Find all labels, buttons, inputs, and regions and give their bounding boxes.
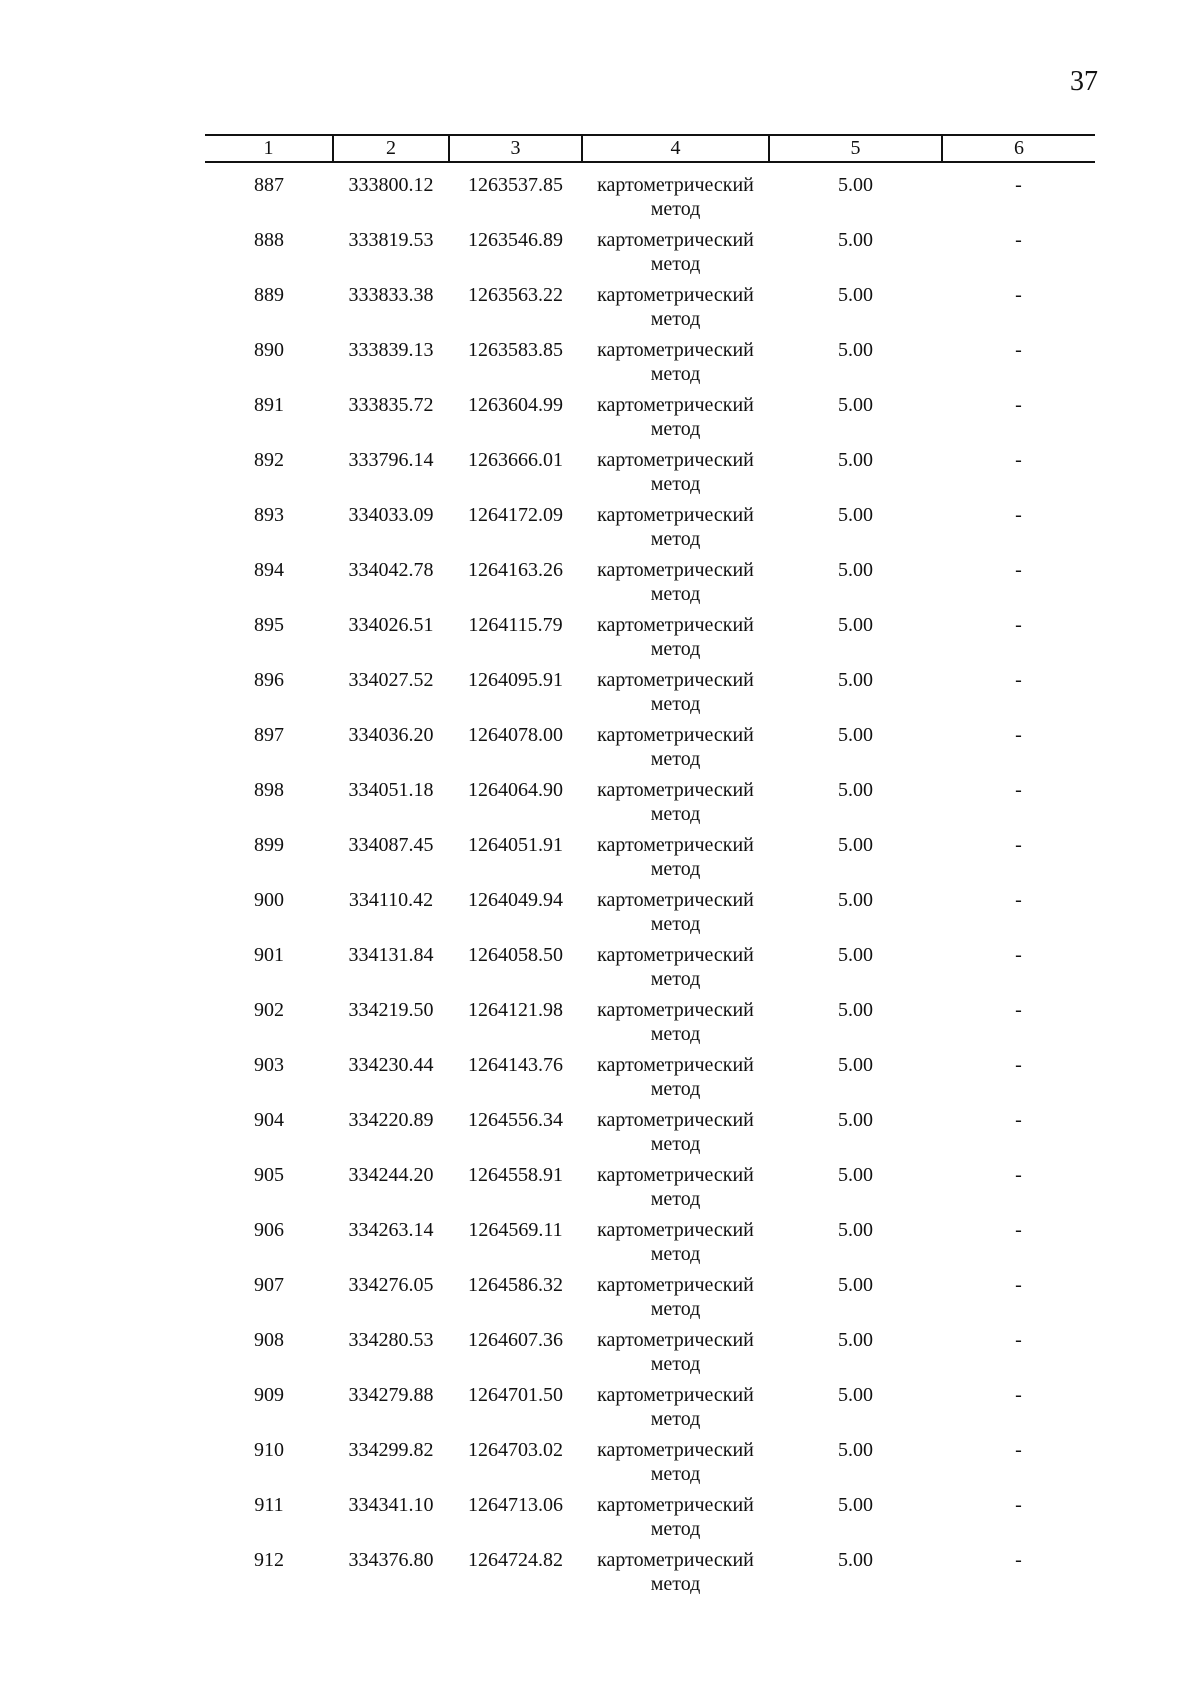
accuracy-cell: 5.00: [838, 229, 873, 251]
x-coordinate-cell: 334051.18: [348, 779, 434, 801]
note-cell: -: [1015, 1274, 1022, 1296]
x-coordinate-cell: 334280.53: [348, 1329, 434, 1351]
point-number-cell: 909: [254, 1384, 284, 1406]
method-line-2: метод: [650, 1133, 701, 1155]
point-number-cell: 906: [254, 1219, 284, 1241]
method-line-1: картометрический: [597, 724, 754, 746]
method-cell: [582, 503, 769, 558]
method-line-1: картометрический: [597, 1384, 754, 1406]
table-header: [205, 135, 1095, 162]
table-row: [205, 1218, 1095, 1273]
note-cell: -: [1015, 1549, 1022, 1571]
table-row: [205, 1438, 1095, 1493]
method-line-2: метод: [650, 858, 701, 880]
point-number-cell: 899: [254, 834, 284, 856]
method-line-1: картометрический: [597, 669, 754, 691]
method-cell: [582, 723, 769, 778]
method-line-2: метод: [650, 913, 701, 935]
table-row: [205, 723, 1095, 778]
x-coordinate-cell: 334299.82: [348, 1439, 434, 1461]
table-row: [205, 833, 1095, 888]
accuracy-cell: 5.00: [838, 339, 873, 361]
table-body: [205, 162, 1095, 1603]
accuracy-cell: 5.00: [838, 1219, 873, 1241]
note-cell: -: [1015, 834, 1022, 856]
method-cell: [582, 778, 769, 833]
x-coordinate-cell: 333835.72: [348, 394, 434, 416]
accuracy-cell: 5.00: [838, 174, 873, 196]
method-line-2: метод: [650, 748, 701, 770]
method-line-2: метод: [650, 1078, 701, 1100]
point-number-cell: 893: [254, 504, 284, 526]
point-number-cell: 891: [254, 394, 284, 416]
y-coordinate-cell: 1264143.76: [468, 1054, 563, 1076]
method-cell: [582, 1053, 769, 1108]
accuracy-cell: 5.00: [838, 559, 873, 581]
method-cell: [582, 1273, 769, 1328]
coordinates-table: [205, 134, 1095, 1603]
table-row: [205, 283, 1095, 338]
table-row: [205, 1548, 1095, 1603]
method-line-1: картометрический: [597, 339, 754, 361]
note-cell: -: [1015, 559, 1022, 581]
method-line-1: картометрический: [597, 449, 754, 471]
method-line-2: метод: [650, 1408, 701, 1430]
table-row: [205, 1108, 1095, 1163]
table-row: [205, 1273, 1095, 1328]
method-line-1: картометрический: [597, 779, 754, 801]
x-coordinate-cell: 333833.38: [348, 284, 434, 306]
header-col-4: 4: [582, 135, 769, 162]
table-row: [205, 1493, 1095, 1548]
accuracy-cell: 5.00: [838, 1274, 873, 1296]
y-coordinate-cell: 1263546.89: [468, 229, 563, 251]
y-coordinate-cell: 1264713.06: [468, 1494, 563, 1516]
y-coordinate-cell: 1263604.99: [468, 394, 563, 416]
accuracy-cell: 5.00: [838, 504, 873, 526]
header-col-1: 1: [205, 135, 333, 162]
x-coordinate-cell: 334131.84: [348, 944, 434, 966]
y-coordinate-cell: 1264064.90: [468, 779, 563, 801]
y-coordinate-cell: 1264701.50: [468, 1384, 563, 1406]
point-number-cell: 900: [254, 889, 284, 911]
accuracy-cell: 5.00: [838, 1109, 873, 1131]
accuracy-cell: 5.00: [838, 1439, 873, 1461]
x-coordinate-cell: 334276.05: [348, 1274, 434, 1296]
method-cell: [582, 1438, 769, 1493]
note-cell: -: [1015, 1329, 1022, 1351]
coordinates-table-wrapper: [205, 134, 1095, 1603]
method-line-1: картометрический: [597, 614, 754, 636]
note-cell: -: [1015, 1164, 1022, 1186]
table-row: [205, 1328, 1095, 1383]
method-line-1: картометрический: [597, 229, 754, 251]
accuracy-cell: 5.00: [838, 1329, 873, 1351]
x-coordinate-cell: 334087.45: [348, 834, 434, 856]
note-cell: -: [1015, 779, 1022, 801]
y-coordinate-cell: 1264163.26: [468, 559, 563, 581]
point-number-cell: 904: [254, 1109, 284, 1131]
method-line-2: метод: [650, 1463, 701, 1485]
note-cell: -: [1015, 1054, 1022, 1076]
method-line-2: метод: [650, 528, 701, 550]
method-cell: [582, 613, 769, 668]
y-coordinate-cell: 1264558.91: [468, 1164, 563, 1186]
table-row: [205, 338, 1095, 393]
point-number-cell: 888: [254, 229, 284, 251]
table-row: [205, 943, 1095, 998]
y-coordinate-cell: 1264607.36: [468, 1329, 563, 1351]
method-cell: [582, 1108, 769, 1163]
point-number-cell: 898: [254, 779, 284, 801]
method-line-2: метод: [650, 1243, 701, 1265]
accuracy-cell: 5.00: [838, 1384, 873, 1406]
point-number-cell: 911: [254, 1494, 284, 1516]
method-line-2: метод: [650, 1353, 701, 1375]
header-col-5: 5: [769, 135, 942, 162]
method-line-1: картометрический: [597, 944, 754, 966]
note-cell: -: [1015, 1109, 1022, 1131]
accuracy-cell: 5.00: [838, 834, 873, 856]
table-row: [205, 778, 1095, 833]
method-line-2: метод: [650, 473, 701, 495]
accuracy-cell: 5.00: [838, 284, 873, 306]
x-coordinate-cell: 334263.14: [348, 1219, 434, 1241]
point-number-cell: 890: [254, 339, 284, 361]
note-cell: -: [1015, 1494, 1022, 1516]
y-coordinate-cell: 1264556.34: [468, 1109, 563, 1131]
method-line-1: картометрический: [597, 1329, 754, 1351]
accuracy-cell: 5.00: [838, 779, 873, 801]
table-row: [205, 998, 1095, 1053]
point-number-cell: 892: [254, 449, 284, 471]
method-line-1: картометрический: [597, 1109, 754, 1131]
method-line-2: метод: [650, 803, 701, 825]
method-line-1: картометрический: [597, 394, 754, 416]
method-cell: [582, 228, 769, 283]
method-line-2: метод: [650, 583, 701, 605]
method-cell: [582, 668, 769, 723]
y-coordinate-cell: 1264095.91: [468, 669, 563, 691]
x-coordinate-cell: 334244.20: [348, 1164, 434, 1186]
y-coordinate-cell: 1264049.94: [468, 889, 563, 911]
note-cell: -: [1015, 724, 1022, 746]
table-row: [205, 448, 1095, 503]
x-coordinate-cell: 334220.89: [348, 1109, 434, 1131]
x-coordinate-cell: 334230.44: [348, 1054, 434, 1076]
method-line-1: картометрический: [597, 1494, 754, 1516]
method-line-2: метод: [650, 363, 701, 385]
header-col-6: 6: [942, 135, 1095, 162]
note-cell: -: [1015, 394, 1022, 416]
accuracy-cell: 5.00: [838, 999, 873, 1021]
note-cell: -: [1015, 1384, 1022, 1406]
accuracy-cell: 5.00: [838, 614, 873, 636]
method-cell: [582, 888, 769, 943]
table-row: [205, 503, 1095, 558]
method-cell: [582, 1493, 769, 1548]
header-row: [205, 135, 1095, 162]
point-number-cell: 907: [254, 1274, 284, 1296]
point-number-cell: 896: [254, 669, 284, 691]
method-line-1: картометрический: [597, 834, 754, 856]
note-cell: -: [1015, 449, 1022, 471]
method-line-2: метод: [650, 1518, 701, 1540]
accuracy-cell: 5.00: [838, 1549, 873, 1571]
method-cell: [582, 1163, 769, 1218]
method-cell: [582, 338, 769, 393]
method-line-1: картометрический: [597, 559, 754, 581]
method-line-1: картометрический: [597, 284, 754, 306]
point-number-cell: 894: [254, 559, 284, 581]
accuracy-cell: 5.00: [838, 394, 873, 416]
method-cell: [582, 162, 769, 228]
header-col-2: 2: [333, 135, 449, 162]
method-line-2: метод: [650, 308, 701, 330]
point-number-cell: 902: [254, 999, 284, 1021]
note-cell: -: [1015, 614, 1022, 636]
x-coordinate-cell: 334341.10: [348, 1494, 434, 1516]
note-cell: -: [1015, 284, 1022, 306]
method-line-1: картометрический: [597, 889, 754, 911]
x-coordinate-cell: 333796.14: [348, 449, 434, 471]
y-coordinate-cell: 1263666.01: [468, 449, 563, 471]
note-cell: -: [1015, 944, 1022, 966]
method-line-1: картометрический: [597, 1164, 754, 1186]
point-number-cell: 912: [254, 1549, 284, 1571]
method-line-1: картометрический: [597, 174, 754, 196]
accuracy-cell: 5.00: [838, 1164, 873, 1186]
x-coordinate-cell: 333800.12: [348, 174, 434, 196]
page-number: 37: [1070, 66, 1098, 97]
x-coordinate-cell: 334033.09: [348, 504, 434, 526]
x-coordinate-cell: 333839.13: [348, 339, 434, 361]
accuracy-cell: 5.00: [838, 449, 873, 471]
method-cell: [582, 558, 769, 613]
method-line-2: метод: [650, 253, 701, 275]
method-line-2: метод: [650, 1573, 701, 1595]
point-number-cell: 910: [254, 1439, 284, 1461]
x-coordinate-cell: 333819.53: [348, 229, 434, 251]
method-cell: [582, 448, 769, 503]
method-cell: [582, 283, 769, 338]
y-coordinate-cell: 1264586.32: [468, 1274, 563, 1296]
point-number-cell: 889: [254, 284, 284, 306]
point-number-cell: 895: [254, 614, 284, 636]
method-cell: [582, 1548, 769, 1603]
accuracy-cell: 5.00: [838, 724, 873, 746]
method-cell: [582, 833, 769, 888]
point-number-cell: 887: [254, 174, 284, 196]
y-coordinate-cell: 1264569.11: [468, 1219, 563, 1241]
table-row: [205, 1053, 1095, 1108]
y-coordinate-cell: 1264051.91: [468, 834, 563, 856]
table-row: [205, 668, 1095, 723]
method-line-1: картометрический: [597, 1439, 754, 1461]
y-coordinate-cell: 1263537.85: [468, 174, 563, 196]
y-coordinate-cell: 1264172.09: [468, 504, 563, 526]
method-line-2: метод: [650, 1298, 701, 1320]
method-cell: [582, 393, 769, 448]
method-line-1: картометрический: [597, 1054, 754, 1076]
method-line-1: картометрический: [597, 504, 754, 526]
y-coordinate-cell: 1264058.50: [468, 944, 563, 966]
table-row: [205, 613, 1095, 668]
method-line-1: картометрический: [597, 1274, 754, 1296]
accuracy-cell: 5.00: [838, 889, 873, 911]
method-cell: [582, 998, 769, 1053]
y-coordinate-cell: 1264078.00: [468, 724, 563, 746]
y-coordinate-cell: 1263583.85: [468, 339, 563, 361]
method-line-2: метод: [650, 1023, 701, 1045]
method-line-2: метод: [650, 638, 701, 660]
method-line-1: картометрический: [597, 1549, 754, 1571]
note-cell: -: [1015, 174, 1022, 196]
point-number-cell: 901: [254, 944, 284, 966]
method-line-2: метод: [650, 968, 701, 990]
table-row: [205, 558, 1095, 613]
note-cell: -: [1015, 504, 1022, 526]
y-coordinate-cell: 1264115.79: [468, 614, 563, 636]
method-line-2: метод: [650, 418, 701, 440]
x-coordinate-cell: 334279.88: [348, 1384, 434, 1406]
y-coordinate-cell: 1264121.98: [468, 999, 563, 1021]
note-cell: -: [1015, 669, 1022, 691]
note-cell: -: [1015, 229, 1022, 251]
table-row: [205, 228, 1095, 283]
accuracy-cell: 5.00: [838, 1054, 873, 1076]
header-col-3: 3: [449, 135, 582, 162]
x-coordinate-cell: 334042.78: [348, 559, 434, 581]
x-coordinate-cell: 334036.20: [348, 724, 434, 746]
note-cell: -: [1015, 1439, 1022, 1461]
method-cell: [582, 1328, 769, 1383]
accuracy-cell: 5.00: [838, 1494, 873, 1516]
y-coordinate-cell: 1263563.22: [468, 284, 563, 306]
accuracy-cell: 5.00: [838, 944, 873, 966]
method-line-2: метод: [650, 693, 701, 715]
point-number-cell: 903: [254, 1054, 284, 1076]
note-cell: -: [1015, 999, 1022, 1021]
note-cell: -: [1015, 1219, 1022, 1241]
x-coordinate-cell: 334026.51: [348, 614, 434, 636]
method-line-1: картометрический: [597, 999, 754, 1021]
table-row: [205, 393, 1095, 448]
table-row: [205, 1163, 1095, 1218]
table-row: [205, 162, 1095, 228]
accuracy-cell: 5.00: [838, 669, 873, 691]
note-cell: -: [1015, 889, 1022, 911]
method-cell: [582, 1383, 769, 1438]
point-number-cell: 905: [254, 1164, 284, 1186]
y-coordinate-cell: 1264703.02: [468, 1439, 563, 1461]
table-row: [205, 1383, 1095, 1438]
x-coordinate-cell: 334376.80: [348, 1549, 434, 1571]
method-line-1: картометрический: [597, 1219, 754, 1241]
method-cell: [582, 1218, 769, 1273]
x-coordinate-cell: 334027.52: [348, 669, 434, 691]
method-line-2: метод: [650, 198, 701, 220]
point-number-cell: 897: [254, 724, 284, 746]
point-number-cell: 908: [254, 1329, 284, 1351]
y-coordinate-cell: 1264724.82: [468, 1549, 563, 1571]
method-cell: [582, 943, 769, 998]
method-line-2: метод: [650, 1188, 701, 1210]
note-cell: -: [1015, 339, 1022, 361]
x-coordinate-cell: 334219.50: [348, 999, 434, 1021]
table-row: [205, 888, 1095, 943]
x-coordinate-cell: 334110.42: [348, 889, 434, 911]
